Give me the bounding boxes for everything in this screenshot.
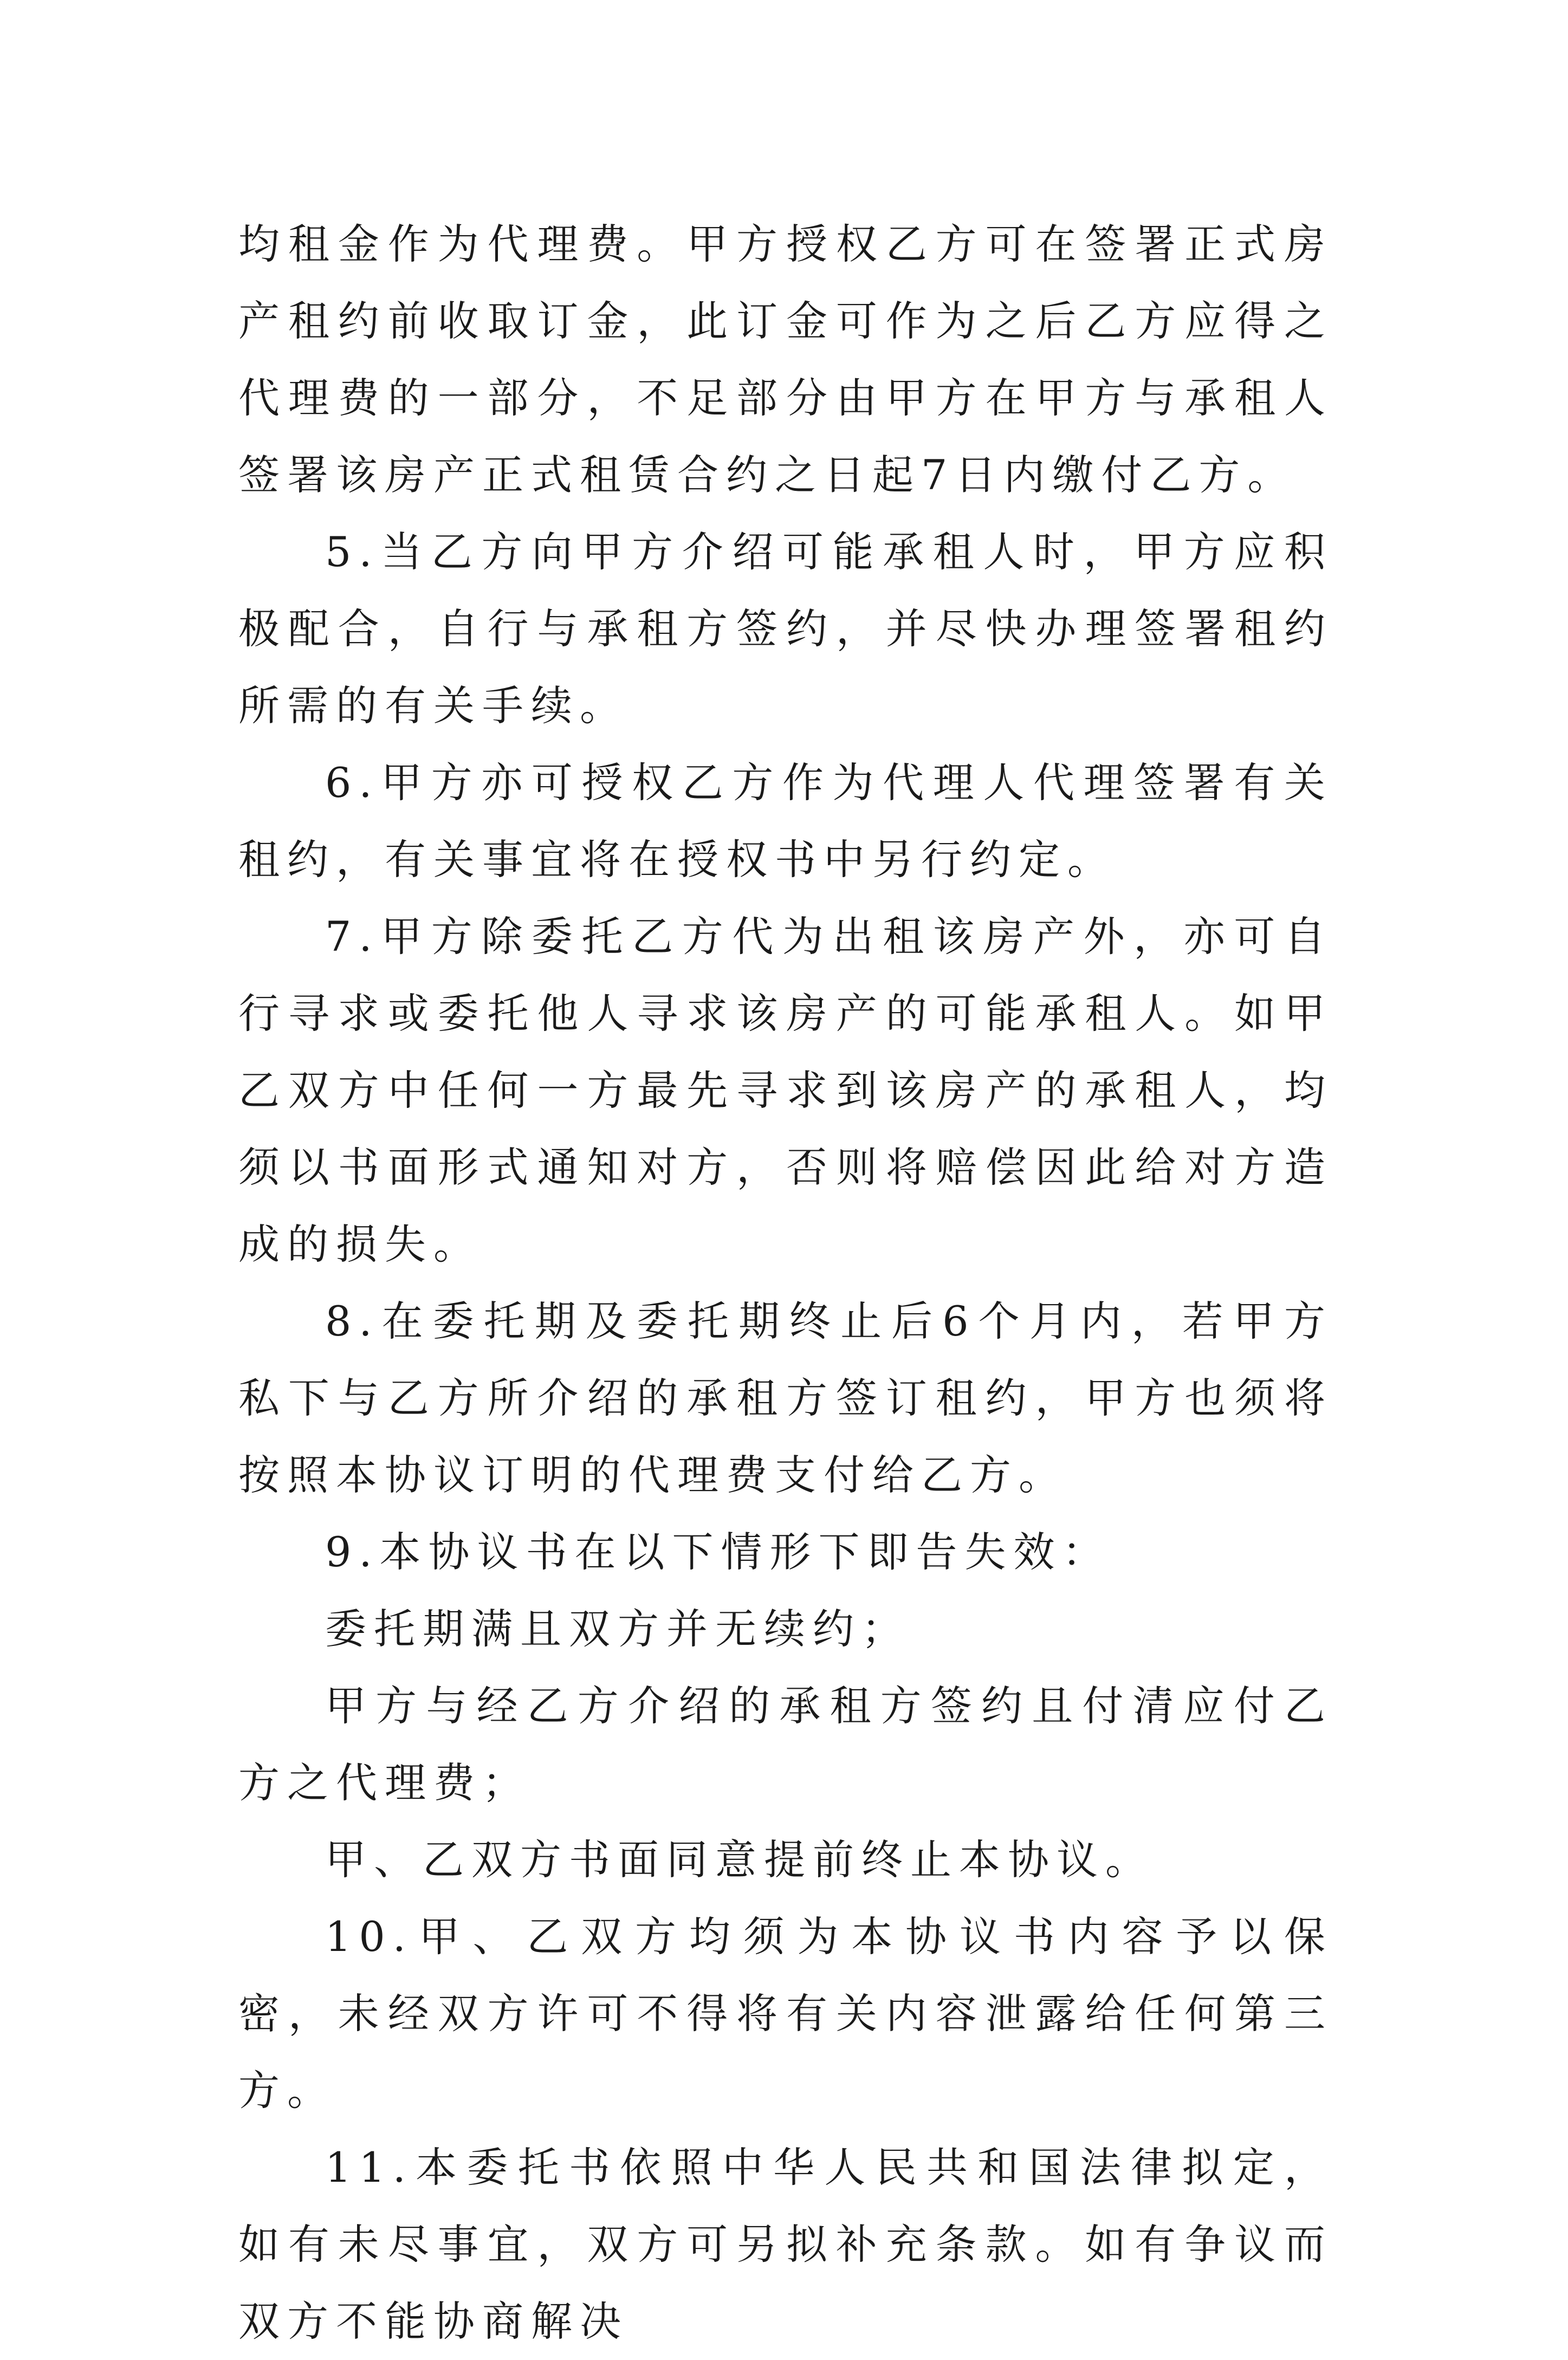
paragraph-clause-7: 7.甲方除委托乙方代为出租该房产外，亦可自行寻求或委托他人寻求该房产的可能承租人。如甲乙双方中任何一方最先寻求到该房产的承租人，均须以书面形式通知对方，否则将赔偿因此给对方造成的损失。 bbox=[238, 912, 1333, 1268]
paragraph-fee-continuation: 均租金作为代理费。甲方授权乙方可在签署正式房产租约前收取订金，此订金可作为之后乙方应得之代理费的一部分，不足部分由甲方在甲方与承租人签署该房产正式租赁合约之日起7日内缴付乙方。 bbox=[238, 220, 1333, 499]
paragraph-clause-9-item-3: 甲、乙双方书面同意提前终止本协议。 bbox=[325, 1836, 1154, 1884]
paragraph-clause-5: 5.当乙方向甲方介绍可能承租人时，甲方应积极配合，自行与承租方签约，并尽快办理签署租约所需的有关手续。 bbox=[238, 528, 1333, 730]
paragraph-clause-9-item-1: 委托期满且双方并无续约； bbox=[325, 1605, 910, 1653]
paragraph-clause-9-item-2: 甲方与经乙方介绍的承租方签约且付清应付乙方之代理费； bbox=[238, 1682, 1333, 1807]
document-body bbox=[238, 206, 1333, 2360]
paragraph-clause-10: 10.甲、乙双方均须为本协议书内容予以保密，未经双方许可不得将有关内容泄露给任何第三方。 bbox=[238, 1912, 1333, 2115]
paragraph-clause-9: 9.本协议书在以下情形下即告失效： bbox=[325, 1528, 1111, 1576]
paragraph-clause-11: 11.本委托书依照中华人民共和国法律拟定，如有未尽事宜，双方可另拟补充条款。如有争议而双方不能协商解决 bbox=[238, 2143, 1333, 2345]
paragraph-clause-6: 6.甲方亦可授权乙方作为代理人代理签署有关租约，有关事宜将在授权书中另行约定。 bbox=[238, 758, 1333, 884]
paragraph-clause-8: 8.在委托期及委托期终止后6个月内，若甲方私下与乙方所介绍的承租方签订租约，甲方也须将按照本协议订明的代理费支付给乙方。 bbox=[238, 1297, 1333, 1499]
